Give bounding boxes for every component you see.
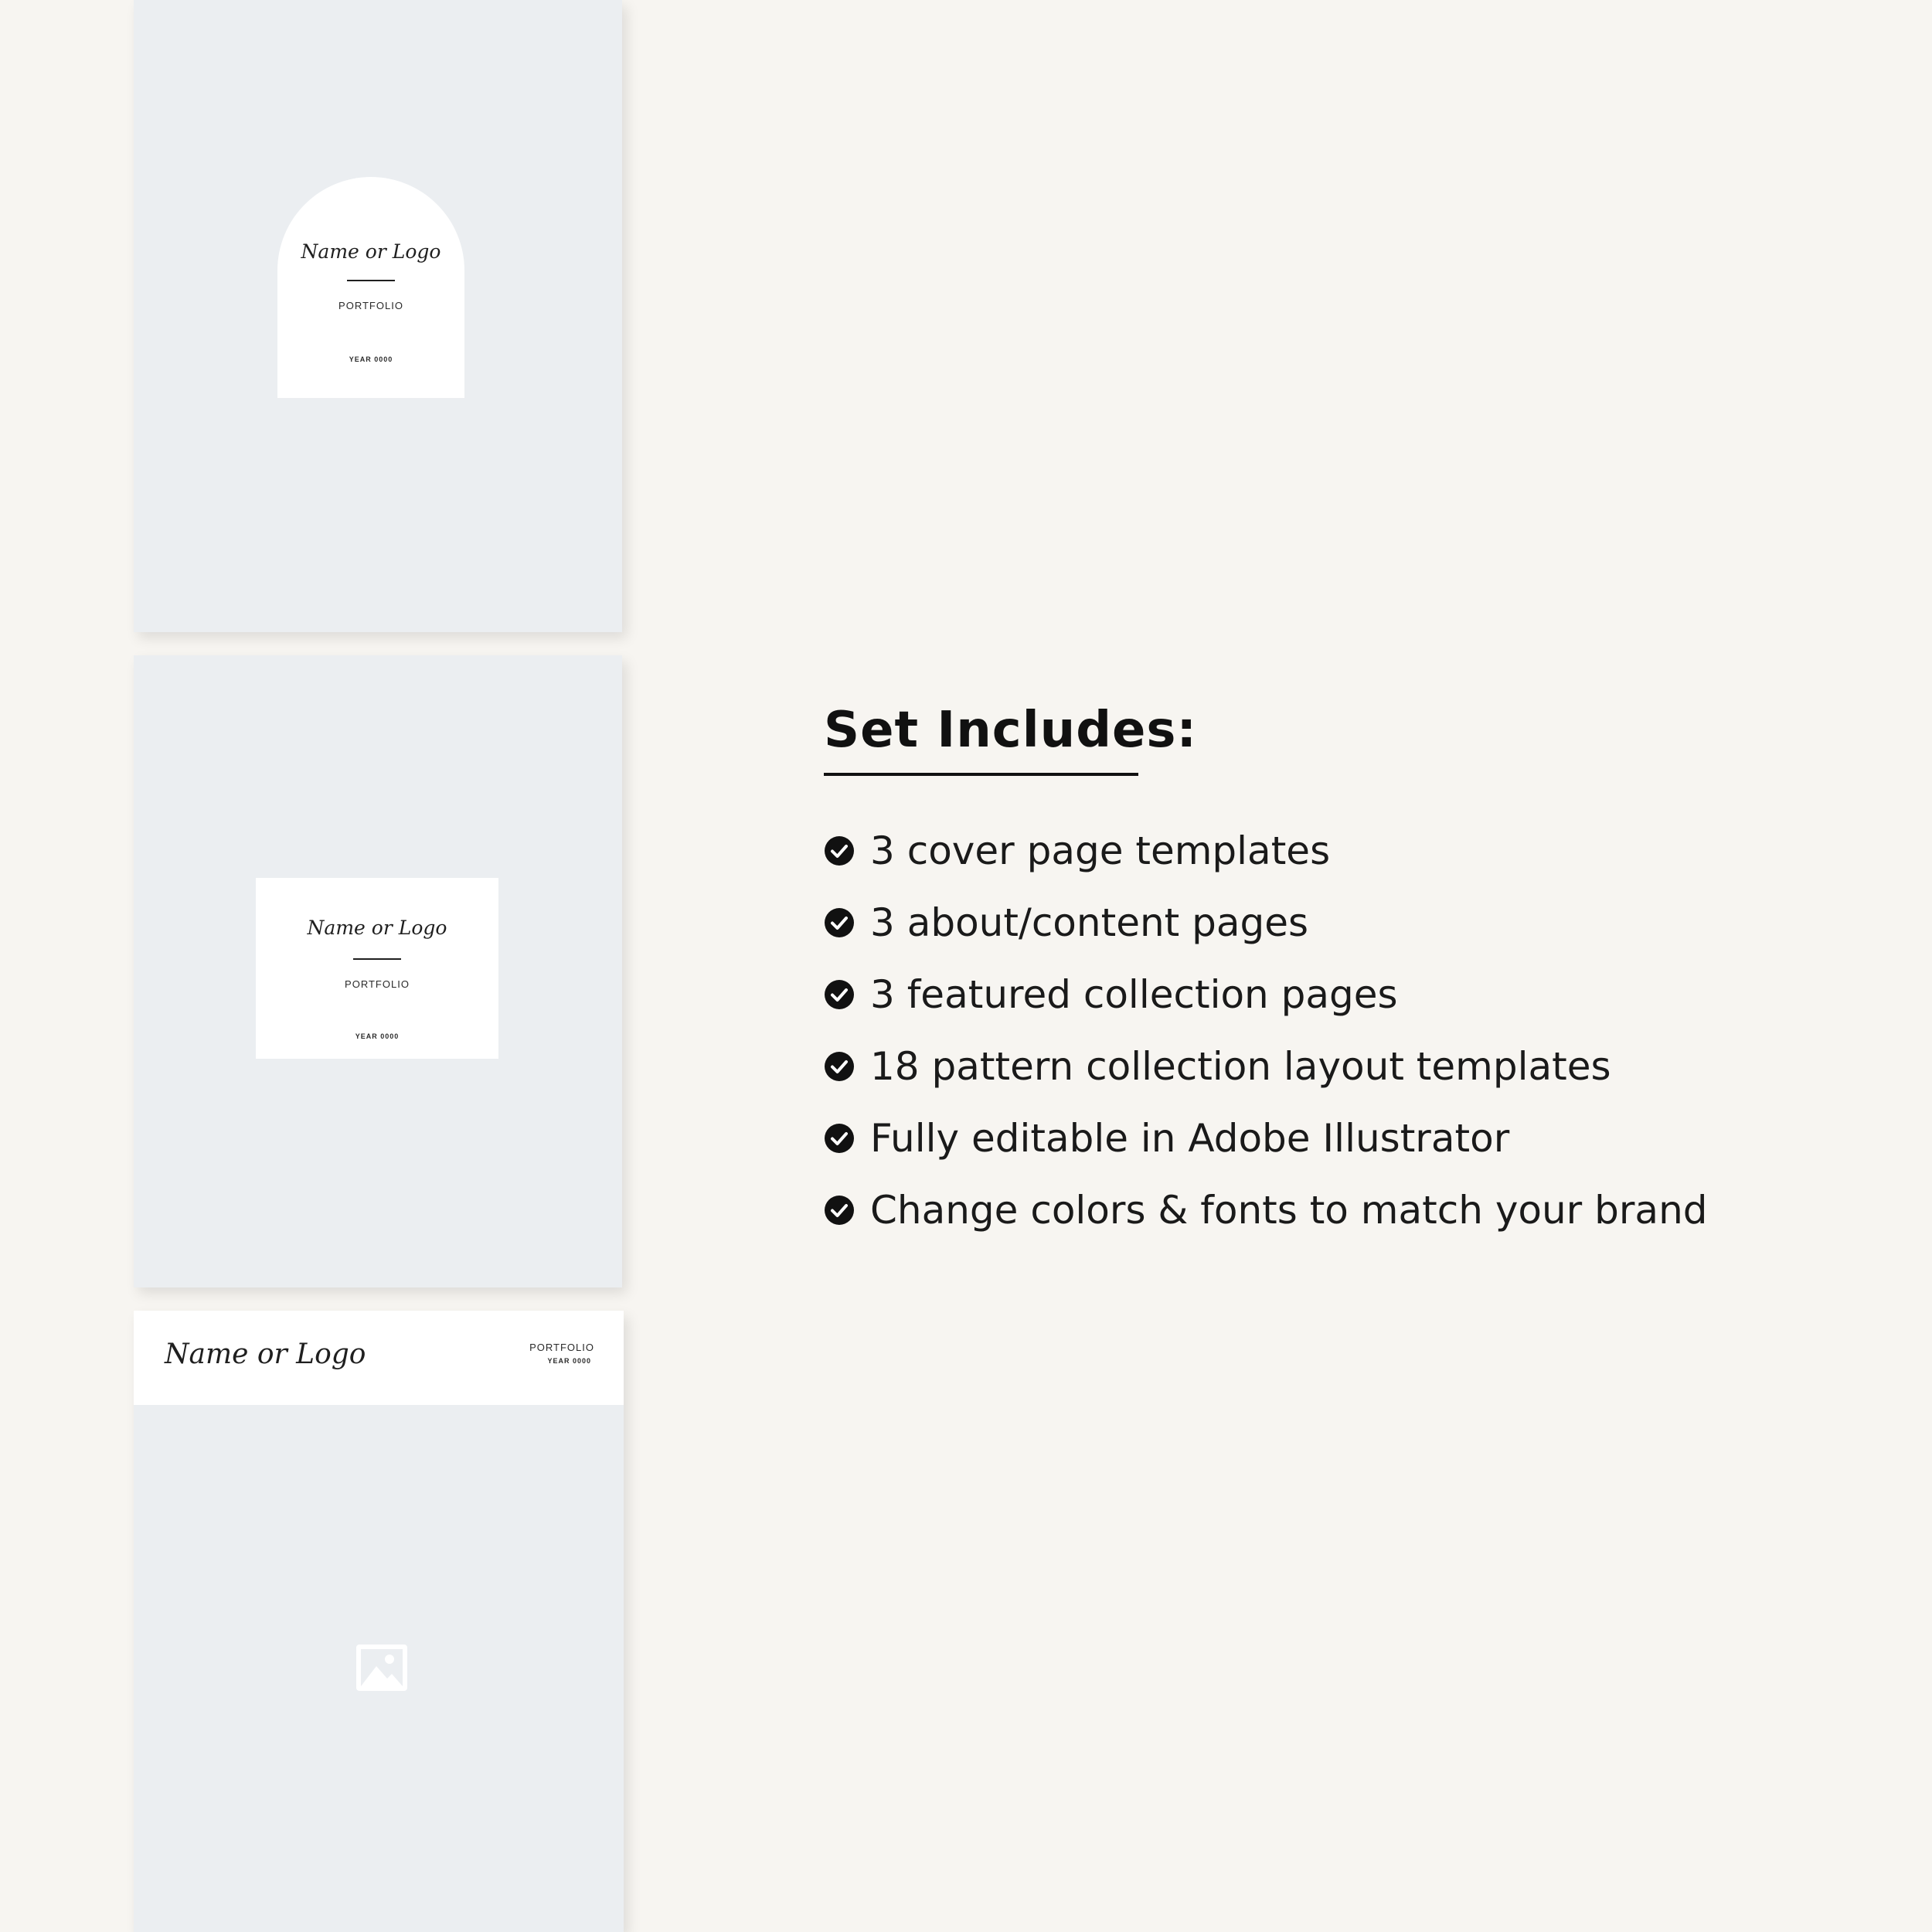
check-circle-icon [824,835,855,866]
divider [353,958,401,960]
set-includes-title: Set Includes: [824,702,1198,759]
check-circle-icon [824,1051,855,1082]
list-item [824,1174,1708,1246]
check-circle-icon [824,907,855,938]
feature-text: 3 cover page templates [870,828,1331,873]
feature-text: 3 featured collection pages [870,971,1398,1017]
cover-template-rectangle [134,655,622,1287]
header-bar [134,1311,624,1405]
feature-text: Fully editable in Adobe Illustrator [870,1115,1510,1161]
cover-template-arch [134,0,622,632]
title-underline [824,773,1138,776]
feature-text: Change colors & fonts to match your brand [870,1187,1708,1233]
portfolio-label: PORTFOLIO [529,1342,594,1353]
logo-text: Name or Logo [307,917,447,939]
list-item [824,1102,1708,1174]
rectangle-title-card [256,878,498,1059]
arch-title-card [277,177,464,398]
check-circle-icon [824,979,855,1010]
portfolio-label: PORTFOLIO [345,978,410,990]
year-label: YEAR 0000 [355,1032,400,1040]
check-circle-icon [824,1123,855,1154]
check-circle-icon [824,1195,855,1226]
logo-text: Name or Logo [301,240,441,263]
feature-text: 3 about/content pages [870,900,1309,945]
cover-template-header [134,1311,624,1932]
feature-list [824,815,1708,1246]
list-item [824,886,1708,958]
feature-text: 18 pattern collection layout templates [870,1043,1611,1089]
divider [347,280,395,281]
list-item [824,815,1708,886]
portfolio-label: PORTFOLIO [338,300,403,311]
logo-text: Name or Logo [165,1338,366,1370]
list-item [824,958,1708,1030]
year-label: YEAR 0000 [547,1357,591,1365]
image-placeholder-icon [356,1645,407,1691]
year-label: YEAR 0000 [349,355,393,363]
list-item [824,1030,1708,1102]
